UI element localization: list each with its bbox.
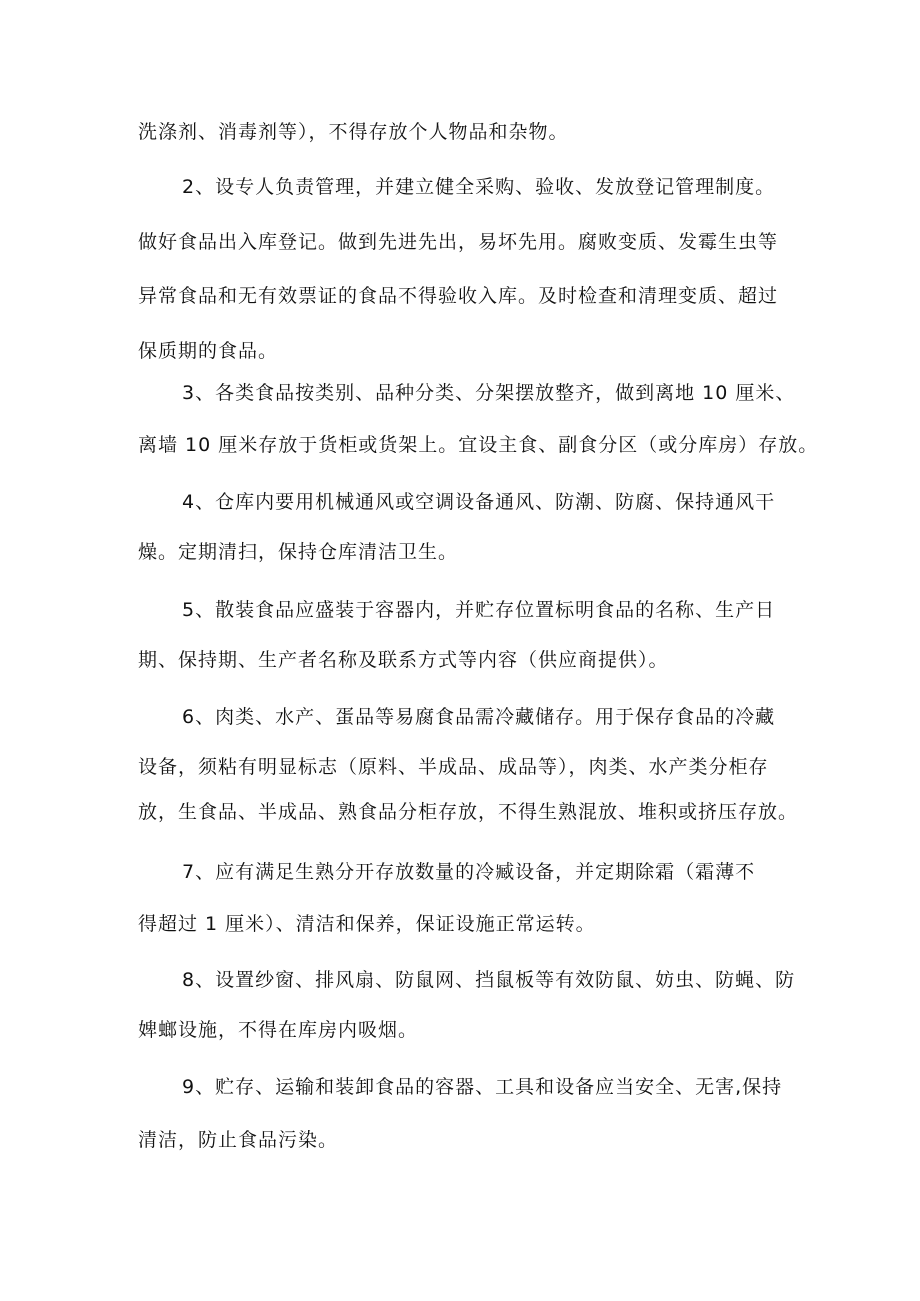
text-line: 燥。定期清扫，保持仓库清洁卫生。 (138, 541, 459, 563)
text-line: 离墙 10 厘米存放于货柜或货架上。宜设主食、副食分区（或分库房）存放。 (138, 434, 819, 456)
text-line: 6、肉类、水产、蛋品等易腐食品需冷藏储存。用于保存食品的冷藏 (182, 706, 776, 728)
text-line: 3、各类食品按类别、品种分类、分架摆放整齐，做到离地 10 厘米、 (182, 382, 796, 404)
text-line: 2、设专人负责管理，并建立健全采购、验收、发放登记管理制度。 (182, 176, 776, 198)
text-line: 7、应有满足生熟分开存放数量的冷臧设备，并定期除霜（霜薄不 (182, 861, 756, 883)
text-line: 5、散装食品应盛装于容器内，并贮存位置标明食品的名称、生产日 (182, 599, 776, 621)
text-line: 4、仓库内要用机械通风或空调设备通风、防潮、防腐、保持通风干 (182, 491, 776, 513)
text-line: 异常食品和无有效票证的食品不得验收入库。及时检查和清理变质、超过 (138, 285, 779, 307)
text-line: 得超过 1 厘米）、清洁和保养，保证设施正常运转。 (138, 913, 596, 935)
text-line: 9、贮存、运输和装卸食品的容器、工具和设备应当安全、无害,保持 (182, 1076, 783, 1098)
text-line: 婢螂设施，不得在库房内吸烟。 (138, 1019, 419, 1041)
text-line: 保质期的食品。 (138, 340, 279, 362)
text-line: 放，生食品、半成品、熟食品分柜存放，不得生熟混放、堆积或挤压存放。 (138, 801, 799, 823)
text-line: 8、设置纱窗、排风扇、防鼠网、挡鼠板等有效防鼠、妨虫、防蝇、防 (182, 969, 796, 991)
text-line: 做好食品出入库登记。做到先进先出，易坏先用。腐败变质、发霉生虫等 (138, 231, 779, 253)
text-line: 期、保持期、生产者名称及联系方式等内容（供应商提供）。 (138, 649, 669, 671)
text-line: 洗涤剂、消毒剂等），不得存放个人物品和杂物。 (138, 121, 569, 143)
text-line: 清洁，防止食品污染。 (138, 1129, 339, 1151)
text-line: 设备，须粘有明显标志（原料、半成品、成品等），肉类、水产类分柜存 (138, 756, 769, 778)
